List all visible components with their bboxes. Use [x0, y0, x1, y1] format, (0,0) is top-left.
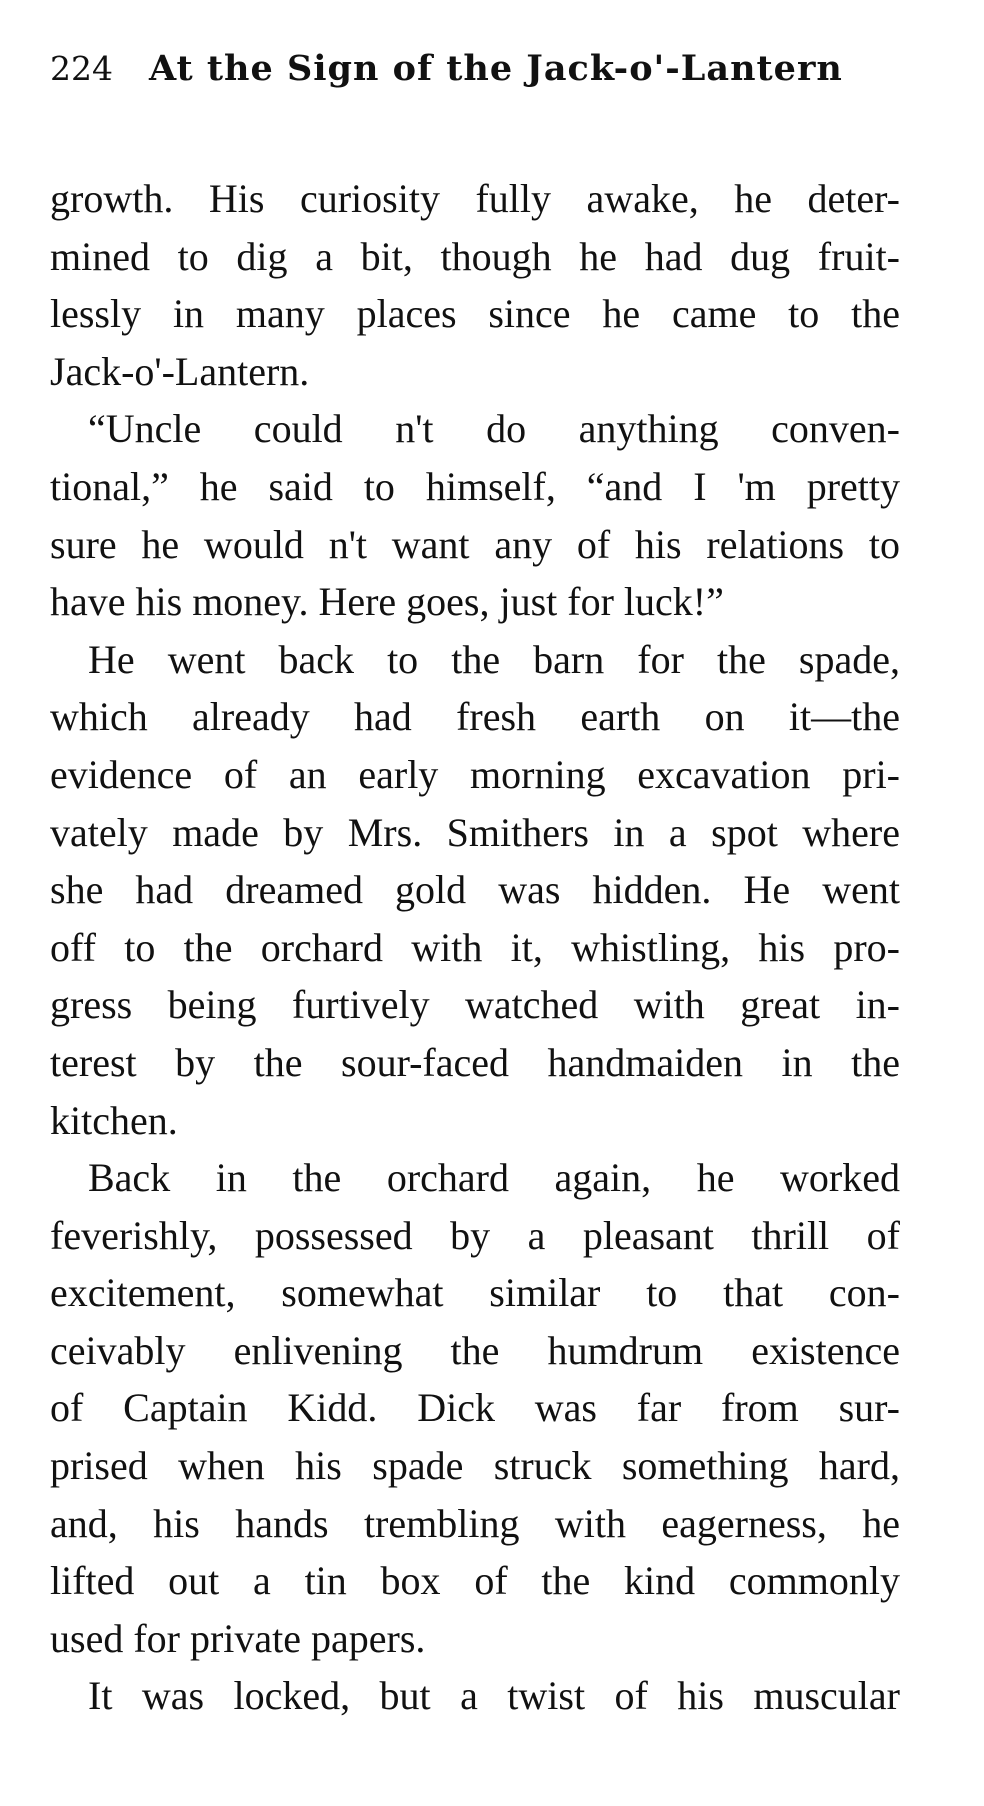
text-line: growth. His curiosity fully awake, he deter-: [50, 176, 900, 221]
paragraph: [50, 1149, 900, 1667]
text-line: sure he would n't want any of his relations to: [50, 521, 900, 567]
text-line: prised when his spade struck something hard,: [50, 1443, 900, 1489]
text-line: which already had fresh earth on it—the: [50, 694, 900, 740]
text-line: Jack-o'-Lantern.: [50, 348, 310, 394]
text-line: gress being furtively watched with great in-: [50, 982, 900, 1028]
text-line: and, his hands trembling with eagerness, he: [50, 1500, 900, 1546]
text-line: feverishly, possessed by a pleasant thrill of: [50, 1212, 900, 1258]
paragraph: [50, 631, 900, 1149]
text-line: lifted out a tin box of the kind commonly: [50, 1558, 900, 1604]
paragraph: [50, 1667, 900, 1725]
paragraph: [50, 170, 900, 400]
text-line: have his money. Here goes, just for luck!”: [50, 579, 724, 625]
text-line: excitement, somewhat similar to that con-: [50, 1270, 900, 1316]
text-line: It was locked, but a twist of his muscular: [88, 1673, 900, 1719]
body-text: [50, 170, 900, 1725]
text-line: evidence of an early morning excavation pri-: [50, 751, 900, 797]
text-line: she had dreamed gold was hidden. He went: [50, 867, 900, 913]
text-line: “Uncle could n't do anything conven-: [88, 406, 900, 452]
text-line: ceivably enlivening the humdrum existence: [50, 1327, 900, 1373]
running-head: [50, 48, 930, 108]
text-line: He went back to the barn for the spade,: [88, 636, 900, 682]
text-line: vately made by Mrs. Smithers in a spot where: [50, 809, 900, 855]
page-number: 224: [50, 49, 113, 88]
text-line: of Captain Kidd. Dick was far from sur-: [50, 1385, 900, 1431]
text-line: Back in the orchard again, he worked: [88, 1155, 900, 1201]
paragraph: [50, 400, 900, 630]
text-line: off to the orchard with it, whistling, his pro-: [50, 924, 900, 970]
text-line: tional,” he said to himself, “and I 'm pretty: [50, 463, 900, 509]
running-title: At the Sign of the Jack-o'-Lantern: [149, 48, 843, 89]
text-line: used for private papers.: [50, 1615, 426, 1661]
text-line: terest by the sour-faced handmaiden in the: [50, 1039, 900, 1085]
text-line: mined to dig a bit, though he had dug fruit-: [50, 233, 900, 279]
text-line: kitchen.: [50, 1097, 178, 1143]
text-line: lessly in many places since he came to the: [50, 291, 900, 337]
